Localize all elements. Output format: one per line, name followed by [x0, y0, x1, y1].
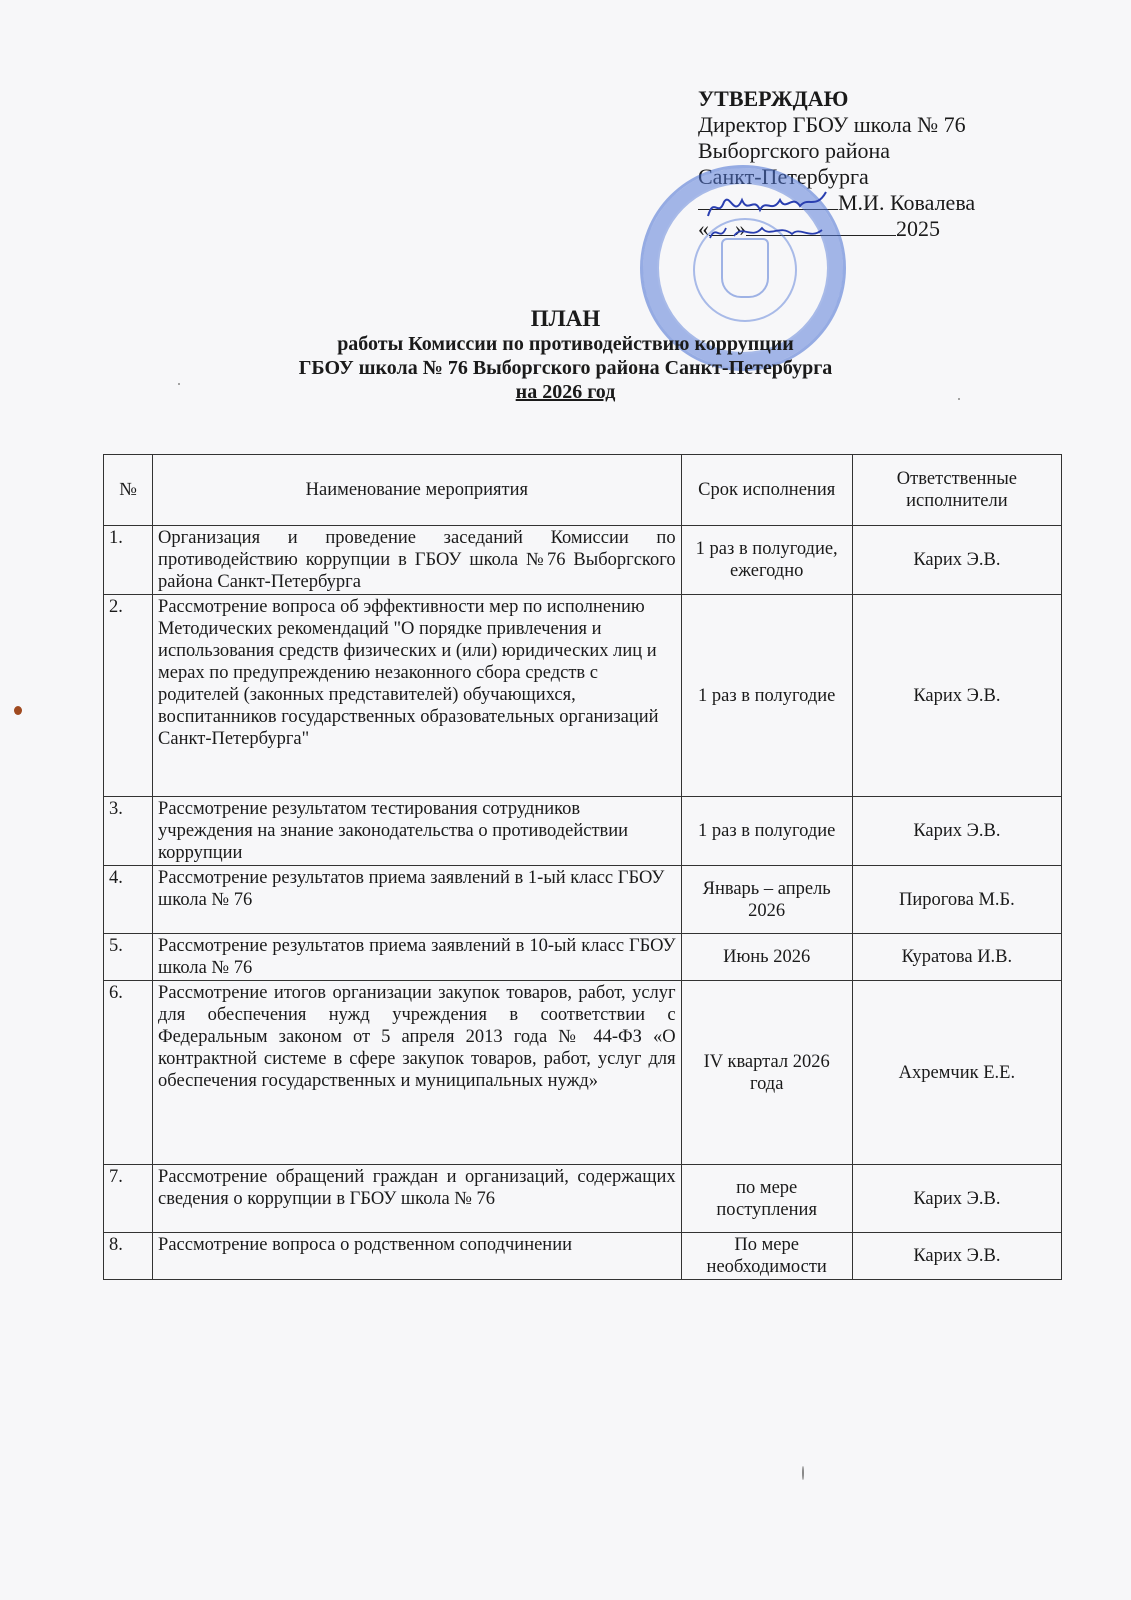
table-row [104, 1233, 1062, 1280]
cell-term: по мере поступления [681, 1165, 852, 1233]
cell-responsible: Карих Э.В. [852, 797, 1061, 866]
scan-speck [178, 383, 180, 385]
cell-responsible: Карих Э.В. [852, 1233, 1061, 1280]
table-row [104, 797, 1062, 866]
approval-position-line1: Директор ГБОУ школа № 76 [698, 112, 966, 137]
signature-underline [698, 191, 838, 210]
cell-term: Июнь 2026 [681, 934, 852, 981]
cell-name: Рассмотрение вопроса об эффективности мер по исполнению Методических рекомендаций "О порядке привлечения и использования средств физических и (или) юридических лиц и мерах по предупреждению незаконного сбора средств с родителей (законных представителей) обучающихся, воспитанников государственных образовательных организаций Санкт-Петербурга" [153, 595, 682, 797]
header-responsible: Ответственные исполнители [852, 455, 1061, 526]
cell-name: Рассмотрение результатом тестирования сотрудников учреждения на знание законодательства о противодействии коррупции [153, 797, 682, 866]
header-name: Наименование мероприятия [153, 455, 682, 526]
cell-name: Рассмотрение итогов организации закупок товаров, работ, услуг для обеспечения нужд учреждения в соответствии с Федеральным законом от 5 апреля 2013 года № 44-ФЗ «О контрактной системе в сфере закупок товаров, работ, услуг для обеспечения государственных и муниципальных нужд» [153, 981, 682, 1165]
title-line-plan: ПЛАН [530, 306, 601, 331]
plan-table [103, 454, 1062, 1280]
cell-responsible: Карих Э.В. [852, 595, 1061, 797]
cell-num: 5. [104, 934, 153, 981]
cell-term: По мере необходимости [681, 1233, 852, 1280]
date-close-quote: » [735, 216, 746, 241]
date-day-field [709, 217, 735, 236]
table-header-row [104, 455, 1062, 526]
cell-term: IV квартал 2026 года [681, 981, 852, 1165]
date-year: 2025 [896, 216, 940, 241]
table-row [104, 866, 1062, 934]
approval-heading: УТВЕРЖДАЮ [698, 86, 849, 111]
document-title [0, 306, 1131, 404]
table-row [104, 595, 1062, 797]
cell-num: 6. [104, 981, 153, 1165]
date-month-field [746, 217, 896, 236]
scan-mark [14, 706, 22, 715]
cell-num: 3. [104, 797, 153, 866]
cell-num: 7. [104, 1165, 153, 1233]
title-line-school: ГБОУ школа № 76 Выборгского района Санкт-Петербурга [298, 357, 833, 379]
cell-responsible: Ахремчик Е.Е. [852, 981, 1061, 1165]
cell-name: Рассмотрение обращений граждан и организаций, содержащих сведения о коррупции в ГБОУ школа № 76 [153, 1165, 682, 1233]
table-row [104, 1165, 1062, 1233]
table-row [104, 526, 1062, 595]
title-line-year: на 2026 год [515, 381, 616, 403]
approval-date-line [698, 216, 975, 242]
cell-num: 8. [104, 1233, 153, 1280]
cell-num: 2. [104, 595, 153, 797]
cell-num: 1. [104, 526, 153, 595]
cell-responsible: Пирогова М.Б. [852, 866, 1061, 934]
cell-term: 1 раз в полугодие [681, 595, 852, 797]
header-term: Срок исполнения [681, 455, 852, 526]
cell-term: 1 раз в полугодие [681, 797, 852, 866]
stamp-emblem-icon [721, 238, 769, 298]
approval-position-line2: Выборгского района [698, 138, 891, 163]
cell-name: Рассмотрение вопроса о родственном соподчинении [153, 1233, 682, 1280]
cell-name: Организация и проведение заседаний Комиссии по противодействию коррупции в ГБОУ школа №76 Выборгского района Санкт-Петербурга [153, 526, 682, 595]
title-line-commission: работы Комиссии по противодействию коррупции [337, 333, 794, 355]
scan-speck [958, 398, 960, 400]
table-row [104, 981, 1062, 1165]
cell-name: Рассмотрение результатов приема заявлений в 10-ый класс ГБОУ школа № 76 [153, 934, 682, 981]
cell-responsible: Куратова И.В. [852, 934, 1061, 981]
approval-position-line3: Санкт-Петербурга [698, 164, 869, 189]
table-row [104, 934, 1062, 981]
scan-speck [802, 1466, 804, 1480]
approval-block [698, 86, 975, 242]
cell-term: 1 раз в полугодие, ежегодно [681, 526, 852, 595]
cell-responsible: Карих Э.В. [852, 1165, 1061, 1233]
cell-num: 4. [104, 866, 153, 934]
cell-term: Январь – апрель 2026 [681, 866, 852, 934]
header-num: № [104, 455, 153, 526]
date-open-quote: « [698, 216, 709, 241]
signer-name: М.И. Ковалева [838, 190, 976, 215]
cell-responsible: Карих Э.В. [852, 526, 1061, 595]
cell-name: Рассмотрение результатов приема заявлений в 1-ый класс ГБОУ школа № 76 [153, 866, 682, 934]
approval-signature-line [698, 190, 975, 216]
